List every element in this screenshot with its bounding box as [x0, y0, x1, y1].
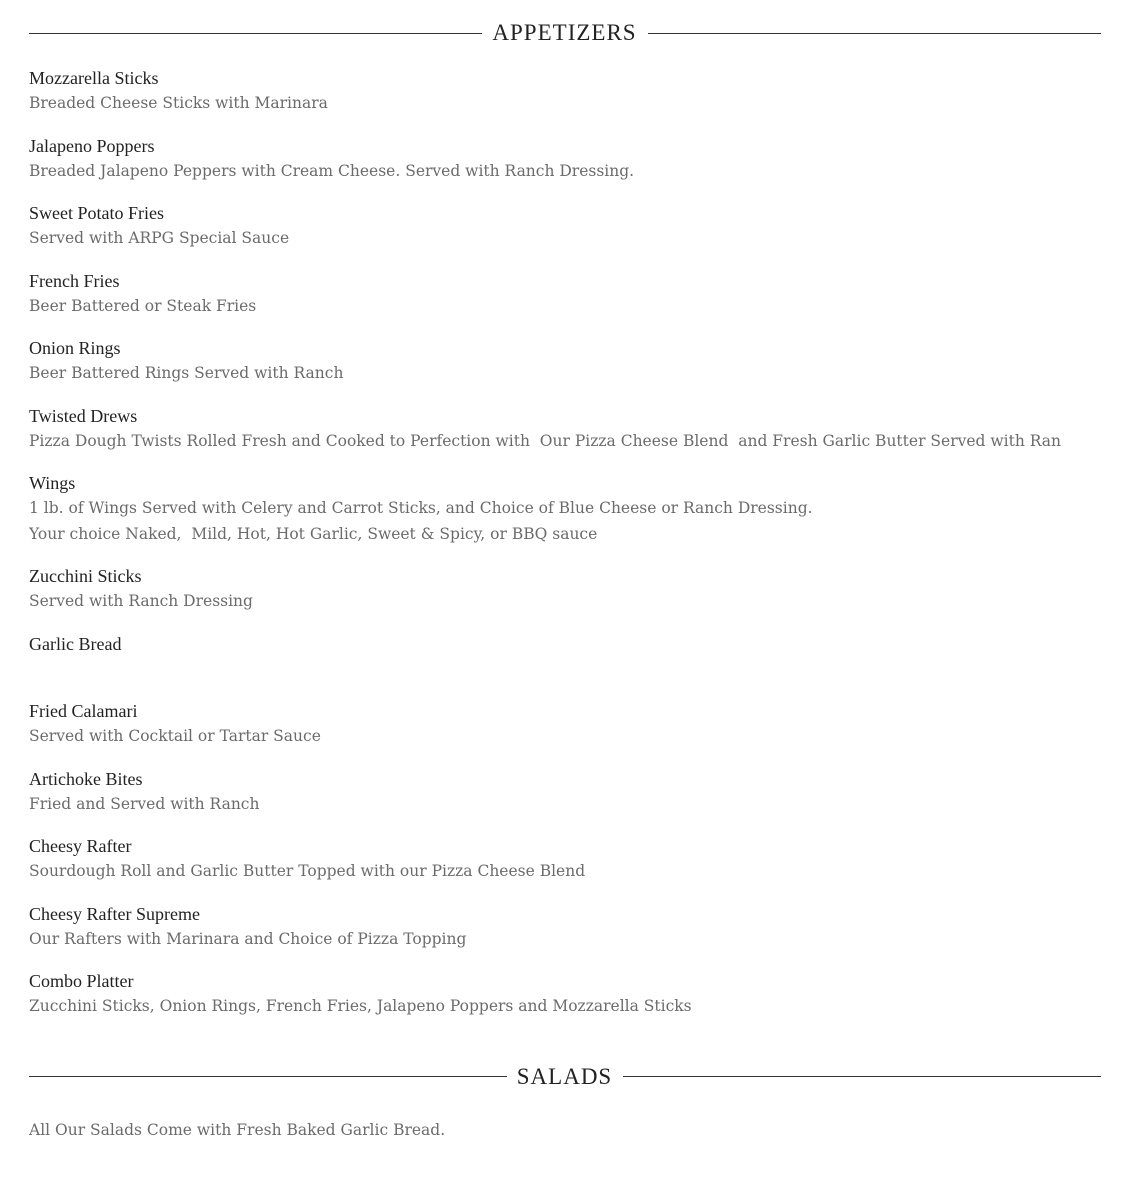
menu-item-description: Breaded Cheese Sticks with Marinara: [29, 94, 328, 112]
menu-item: [29, 632, 1101, 683]
menu-item-description: Served with ARPG Special Sauce: [29, 229, 290, 247]
menu-item-description: Our Rafters with Marinara and Choice of Pizza Topping: [29, 929, 467, 948]
menu-item-description: Beer Battered Rings Served with Ranch: [29, 364, 344, 382]
header-divider-left: [29, 33, 482, 34]
header-divider-right: [623, 1076, 1101, 1077]
menu-item-name: Cheesy Rafter Supreme: [29, 903, 200, 924]
menu-item: [29, 134, 1101, 185]
appetizers-list: [29, 66, 1101, 1020]
menu-item-name: Wings: [29, 473, 76, 493]
menu-item-description: Your choice Naked, Mild, Hot, Hot Garlic, Sweet & Spicy, or BBQ sauce: [29, 524, 598, 543]
menu-item: [29, 269, 1101, 320]
menu-item: [29, 834, 1101, 885]
menu-page: [29, 0, 1101, 1143]
salads-section-header: [29, 1060, 1101, 1094]
menu-item-name: Onion Rings: [29, 338, 121, 358]
menu-item-description: Beer Battered or Steak Fries: [29, 296, 257, 315]
menu-item: [29, 969, 1101, 1020]
menu-item-name: Twisted Drews: [29, 405, 138, 426]
menu-item-name: French Fries: [29, 270, 120, 291]
menu-item-description: Fried and Served with Ranch: [29, 794, 260, 813]
menu-item-name: Sweet Potato Fries: [29, 203, 164, 223]
menu-item-name: Mozzarella Sticks: [29, 68, 159, 88]
menu-item: [29, 66, 1101, 117]
menu-item-name: Garlic Bread: [29, 633, 122, 654]
menu-item-name: Artichoke Bites: [29, 768, 143, 789]
menu-item-description: Served with Cocktail or Tartar Sauce: [29, 727, 321, 745]
appetizers-section-header: [29, 16, 1101, 50]
salads-title: SALADS: [516, 1063, 613, 1089]
menu-item-description: [29, 657, 1101, 683]
menu-item-description: Pizza Dough Twists Rolled Fresh and Cooked to Perfection with Our Pizza Cheese Blend and Fresh Garlic Butter Served with Ran: [29, 431, 1061, 450]
menu-item-description: Served with Ranch Dressing: [29, 592, 253, 610]
menu-item: [29, 564, 1101, 615]
menu-item-name: Jalapeno Poppers: [29, 135, 155, 156]
salads-note: All Our Salads Come with Fresh Baked Garlic Bread.: [29, 1120, 446, 1139]
menu-item-name: Zucchini Sticks: [29, 566, 142, 586]
menu-item: [29, 471, 1101, 547]
menu-item: [29, 336, 1101, 387]
header-divider-right: [648, 33, 1101, 34]
menu-item-name: Cheesy Rafter: [29, 836, 132, 856]
menu-item-description: Sourdough Roll and Garlic Butter Topped with our Pizza Cheese Blend: [29, 862, 586, 880]
menu-item-description: Zucchini Sticks, Onion Rings, French Fries, Jalapeno Poppers and Mozzarella Sticks: [29, 997, 692, 1015]
menu-item: [29, 767, 1101, 818]
header-divider-left: [29, 1076, 507, 1077]
menu-item: [29, 404, 1101, 455]
menu-item: [29, 699, 1101, 750]
menu-item-name: Combo Platter: [29, 971, 134, 991]
menu-item: [29, 902, 1101, 953]
appetizers-title: APPETIZERS: [492, 20, 637, 45]
menu-item-description: 1 lb. of Wings Served with Celery and Carrot Sticks, and Choice of Blue Cheese or Ranch Dressing.: [29, 499, 813, 517]
menu-item: [29, 201, 1101, 252]
menu-item-name: Fried Calamari: [29, 701, 138, 721]
menu-item-description: Breaded Jalapeno Peppers with Cream Cheese. Served with Ranch Dressing.: [29, 161, 635, 180]
